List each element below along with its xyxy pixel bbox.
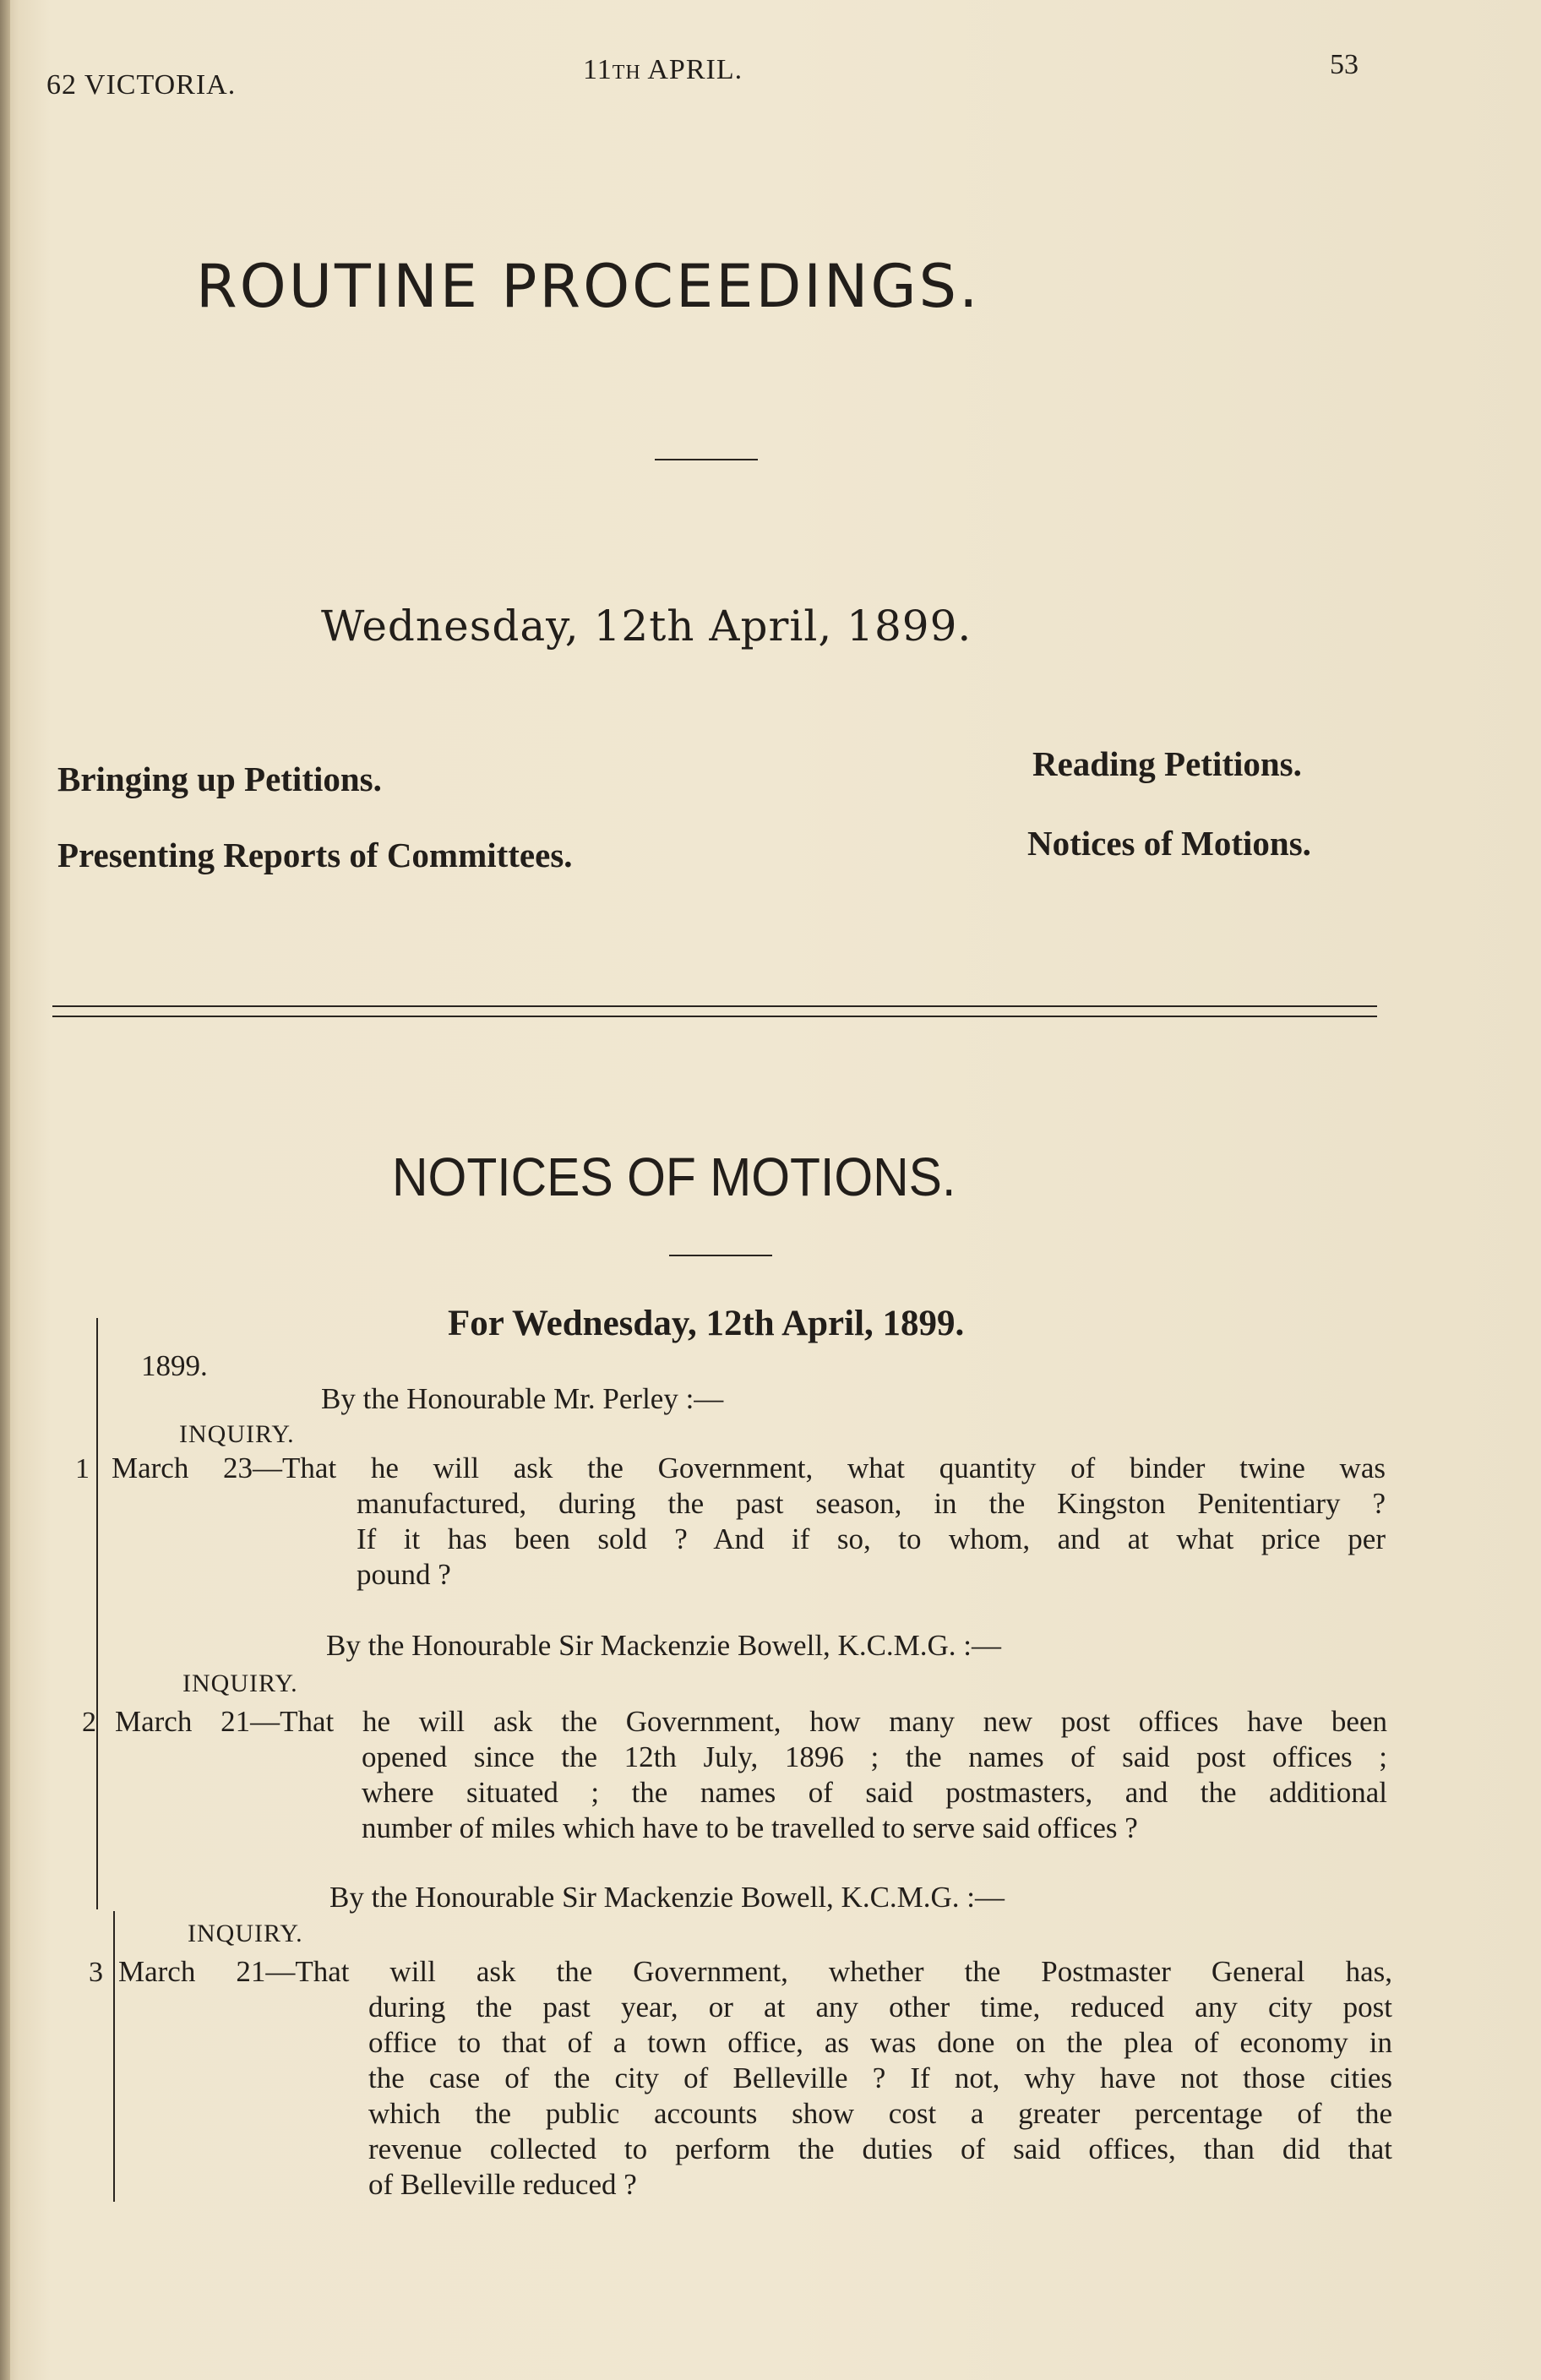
header-date: [583, 54, 743, 86]
motion-1-line-4: pound ?: [357, 1558, 451, 1591]
motion-3-line-2: during the past year, or at any other time, reduced any city post: [368, 1991, 1392, 2023]
header-day: 11: [583, 54, 613, 85]
binding-edge: [0, 0, 10, 2380]
motion-1-line-1: March 23—That he will ask the Government, what quantity of binder twine was: [112, 1451, 1386, 1484]
motion-2-byline: By the Honourable Sir Mackenzie Bowell, K.C.M.G. :—: [326, 1629, 1002, 1662]
title-rule: [655, 459, 758, 460]
motion-2-line-1: March 21—That he will ask the Government, how many new post offices have been: [115, 1705, 1387, 1738]
notices-rule: [669, 1255, 772, 1256]
notices-for-date: For Wednesday, 12th April, 1899.: [448, 1304, 965, 1343]
item-presenting-reports: Presenting Reports of Committees.: [57, 836, 573, 874]
motion-2-line-3: where situated ; the names of said postmasters, and the additional: [362, 1776, 1387, 1809]
margin-line-2: [113, 1911, 115, 2202]
motion-1-line-3: If it has been sold ? And if so, to whom, and at what price per: [357, 1522, 1386, 1555]
header-month: APRIL.: [647, 54, 743, 85]
margin-line-1: [96, 1318, 98, 1909]
item-notices-of-motions: Notices of Motions.: [1027, 824, 1311, 863]
motion-1-line-2: manufactured, during the past season, in the Kingston Penitentiary ?: [357, 1487, 1386, 1520]
motion-1-type: INQUIRY.: [179, 1420, 295, 1448]
motion-3-type: INQUIRY.: [188, 1920, 303, 1947]
routine-title: ROUTINE PROCEEDINGS.: [196, 252, 981, 321]
motion-2-type: INQUIRY.: [182, 1669, 298, 1697]
motion-3-line-4: the case of the city of Belleville ? If not, why have not those cities: [368, 2061, 1392, 2094]
routine-date: Wednesday, 12th April, 1899.: [321, 602, 972, 651]
motion-3-line-7: of Belleville reduced ?: [368, 2168, 637, 2201]
motion-3-line-3: office to that of a town office, as was done on the plea of economy in: [368, 2026, 1392, 2059]
motion-2-number: 2: [82, 1707, 96, 1738]
motion-3-line-5: which the public accounts show cost a greater percentage of the: [368, 2097, 1392, 2130]
motion-3-number: 3: [89, 1957, 103, 1988]
motion-1-byline: By the Honourable Mr. Perley :—: [321, 1382, 724, 1415]
motion-2-line-4: number of miles which have to be travelled to serve said offices ?: [362, 1811, 1138, 1844]
page-number: 53: [1330, 49, 1359, 80]
motion-2-line-2: opened since the 12th July, 1896 ; the names of said post offices ;: [362, 1740, 1387, 1773]
item-reading-petitions: Reading Petitions.: [1032, 744, 1302, 783]
section-double-rule: [52, 1005, 1377, 1017]
motion-1-number: 1: [75, 1453, 90, 1484]
header-session: 62 VICTORIA.: [46, 69, 237, 101]
motion-3-byline: By the Honourable Sir Mackenzie Bowell, K.C.M.G. :—: [329, 1881, 1005, 1914]
motion-3-line-6: revenue collected to perform the duties of said offices, than did that: [368, 2132, 1392, 2165]
header-day-suffix: TH: [612, 62, 641, 84]
item-bringing-petitions: Bringing up Petitions.: [57, 760, 382, 798]
motion-3-line-1: March 21—That will ask the Government, whether the Postmaster General has,: [118, 1955, 1392, 1988]
year-label: 1899.: [141, 1349, 208, 1382]
notices-title: NOTICES OF MOTIONS.: [392, 1146, 956, 1207]
